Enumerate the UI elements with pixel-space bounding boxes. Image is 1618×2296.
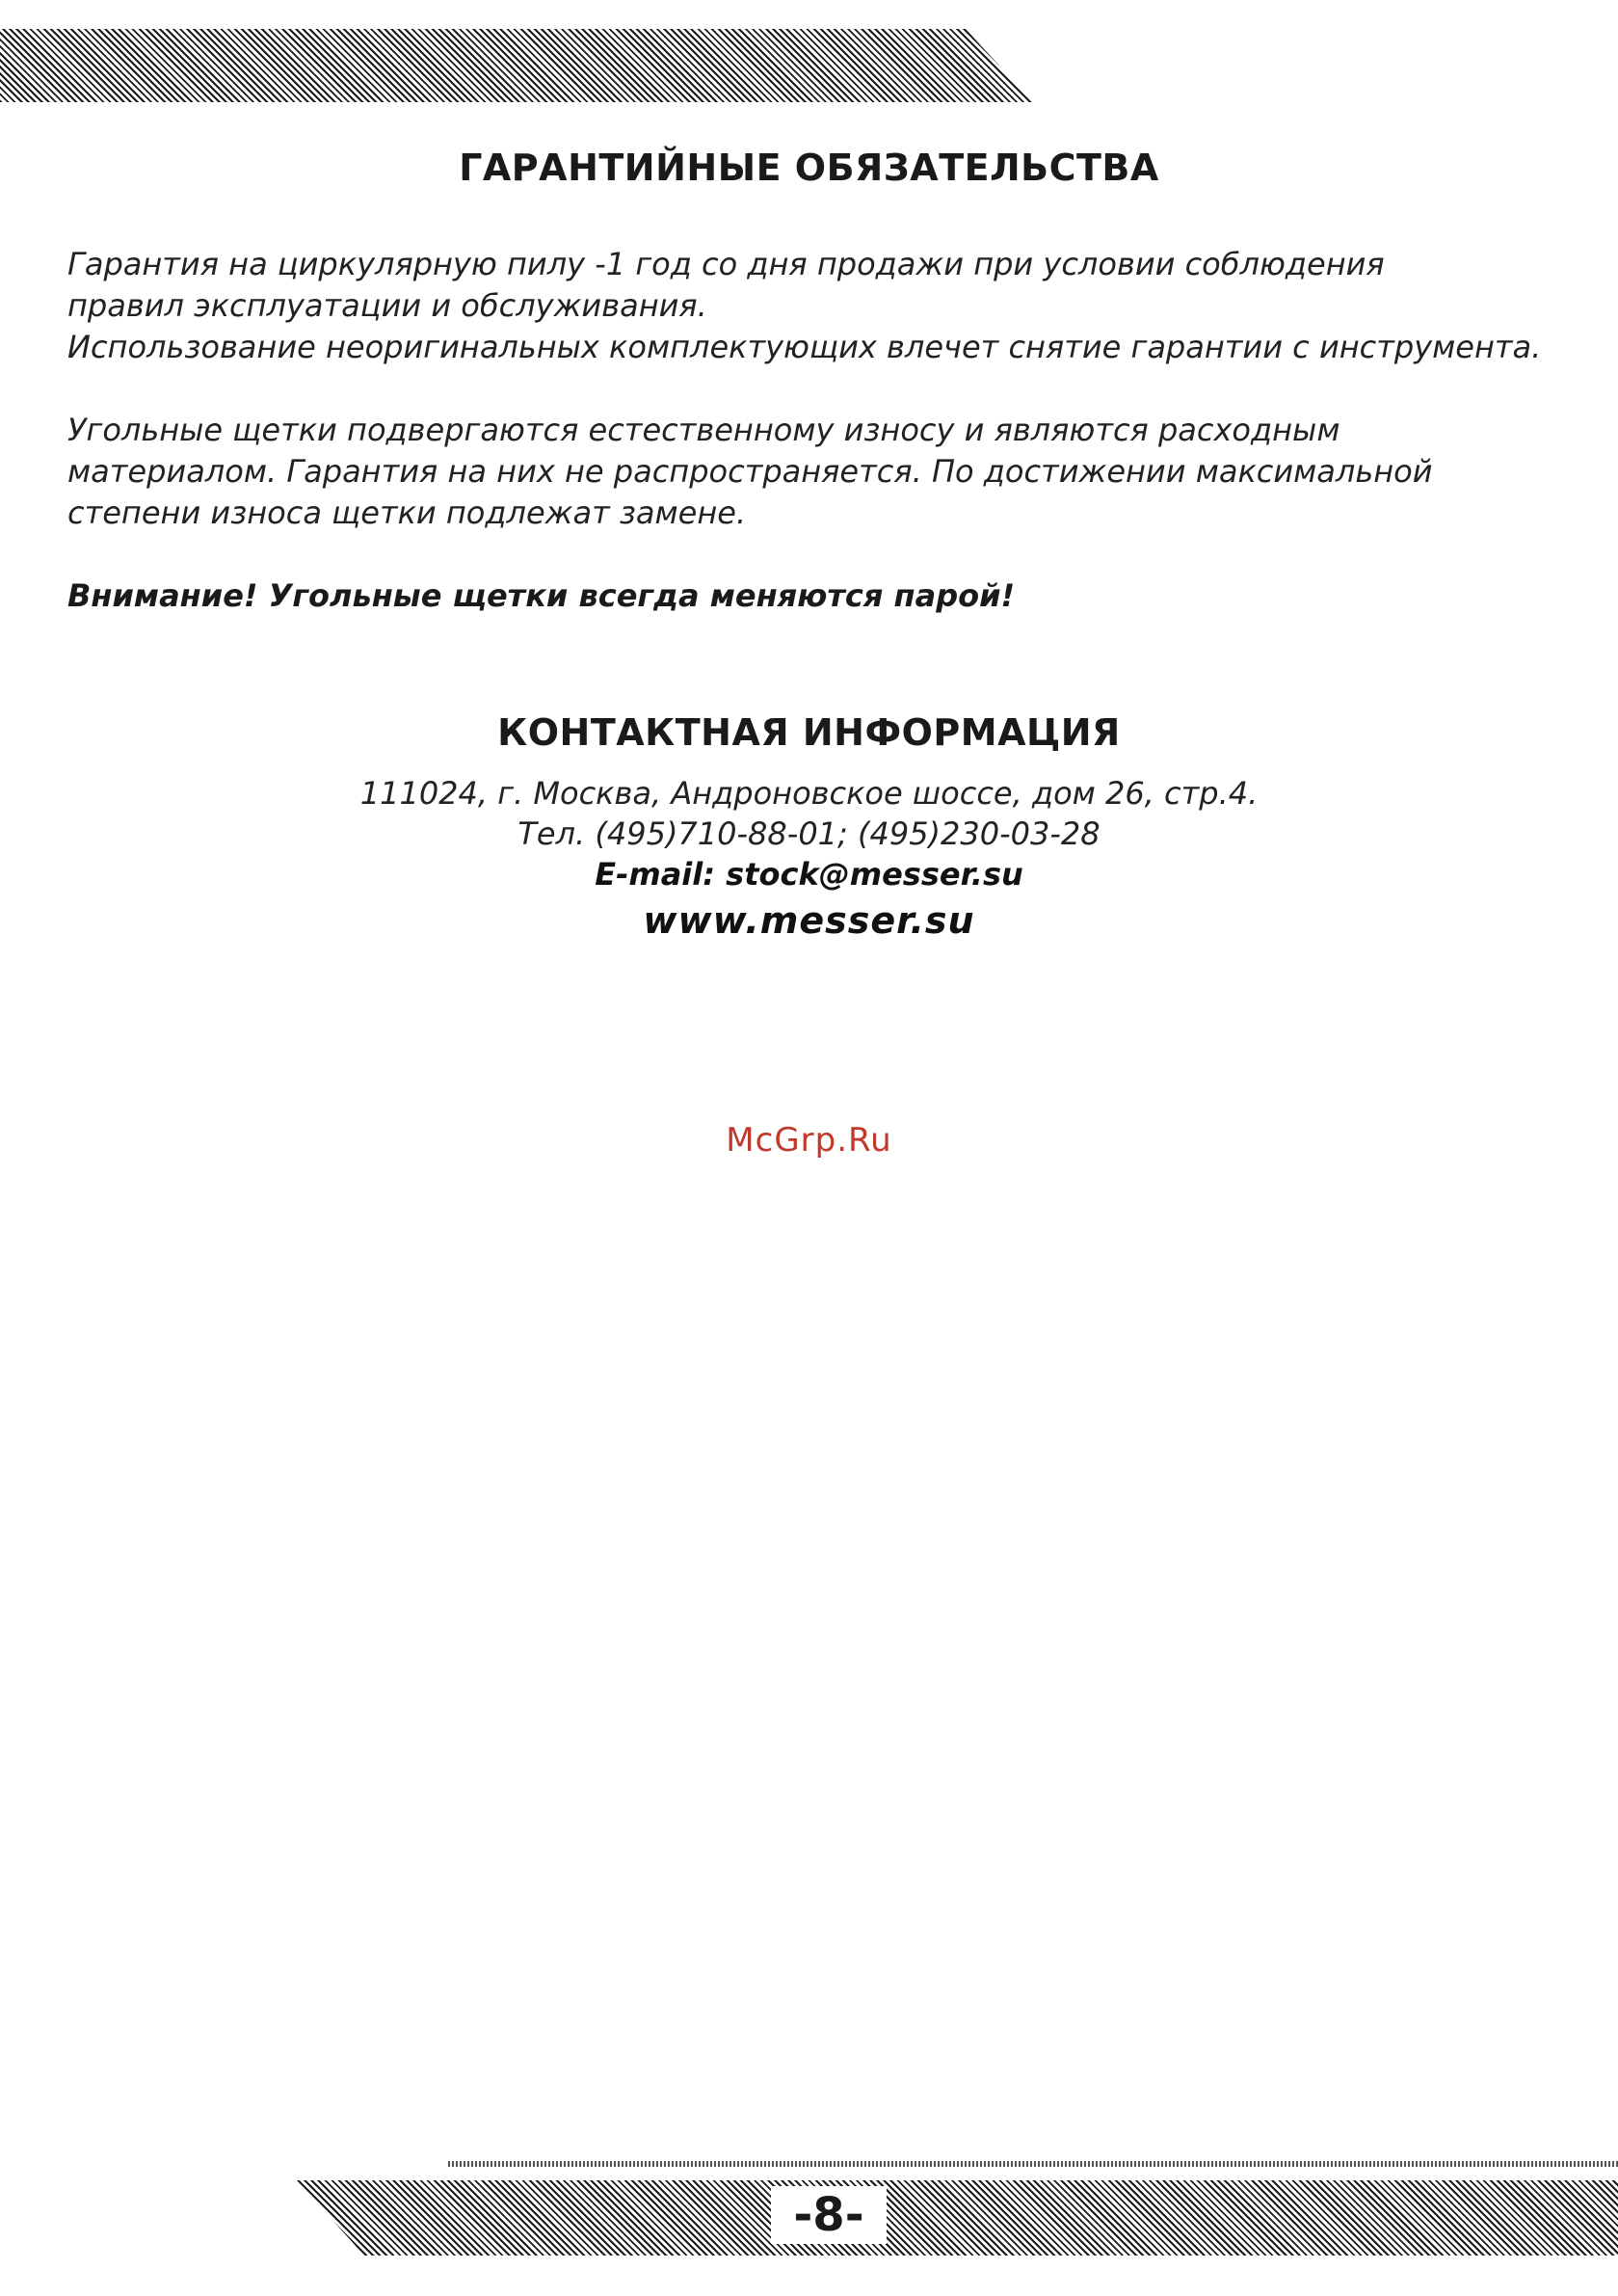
contact-website[interactable]: www.messer.su (643, 899, 975, 942)
warranty-title: ГАРАНТИЙНЫЕ ОБЯЗАТЕЛЬСТВА (459, 147, 1159, 189)
top-hatched-banner (0, 29, 1033, 102)
warranty-paragraph-2-line: Угольные щетки подвергаются естественному износу и являются расходным (67, 412, 1340, 448)
contact-email[interactable]: E-mail: stock@messer.su (595, 856, 1023, 893)
warranty-paragraph-1-line: Гарантия на циркулярную пилу -1 год со дня продажи при условии соблюдения (67, 246, 1385, 282)
warranty-paragraph-2-line: материалом. Гарантия на них не распространяется. По достижении максимальной (67, 453, 1433, 490)
warranty-paragraph-2 (67, 410, 1590, 534)
warranty-paragraph-1-line: правил эксплуатации и обслуживания. (67, 287, 707, 324)
warranty-paragraph-1 (67, 244, 1590, 368)
page-number: -8- (771, 2186, 887, 2244)
footer-dotted-divider (448, 2161, 1618, 2167)
bottom-hatched-banner (297, 2180, 1618, 2256)
attention-note: Внимание! Угольные щетки всегда меняются парой! (67, 577, 1016, 614)
warranty-paragraph-2-line: степени износа щетки подлежат замене. (67, 494, 747, 531)
contact-title: КОНТАКТНАЯ ИНФОРМАЦИЯ (497, 711, 1121, 754)
contact-address: 111024, г. Москва, Андроновское шоссе, дом 26, стр.4. (359, 775, 1259, 812)
warranty-paragraph-1-line: Использование неоригинальных комплектующих влечет снятие гарантии с инструмента. (67, 329, 1542, 365)
watermark-text: McGrp.Ru (726, 1121, 892, 1160)
contact-phone: Тел. (495)710-88-01; (495)230-03-28 (517, 815, 1101, 852)
